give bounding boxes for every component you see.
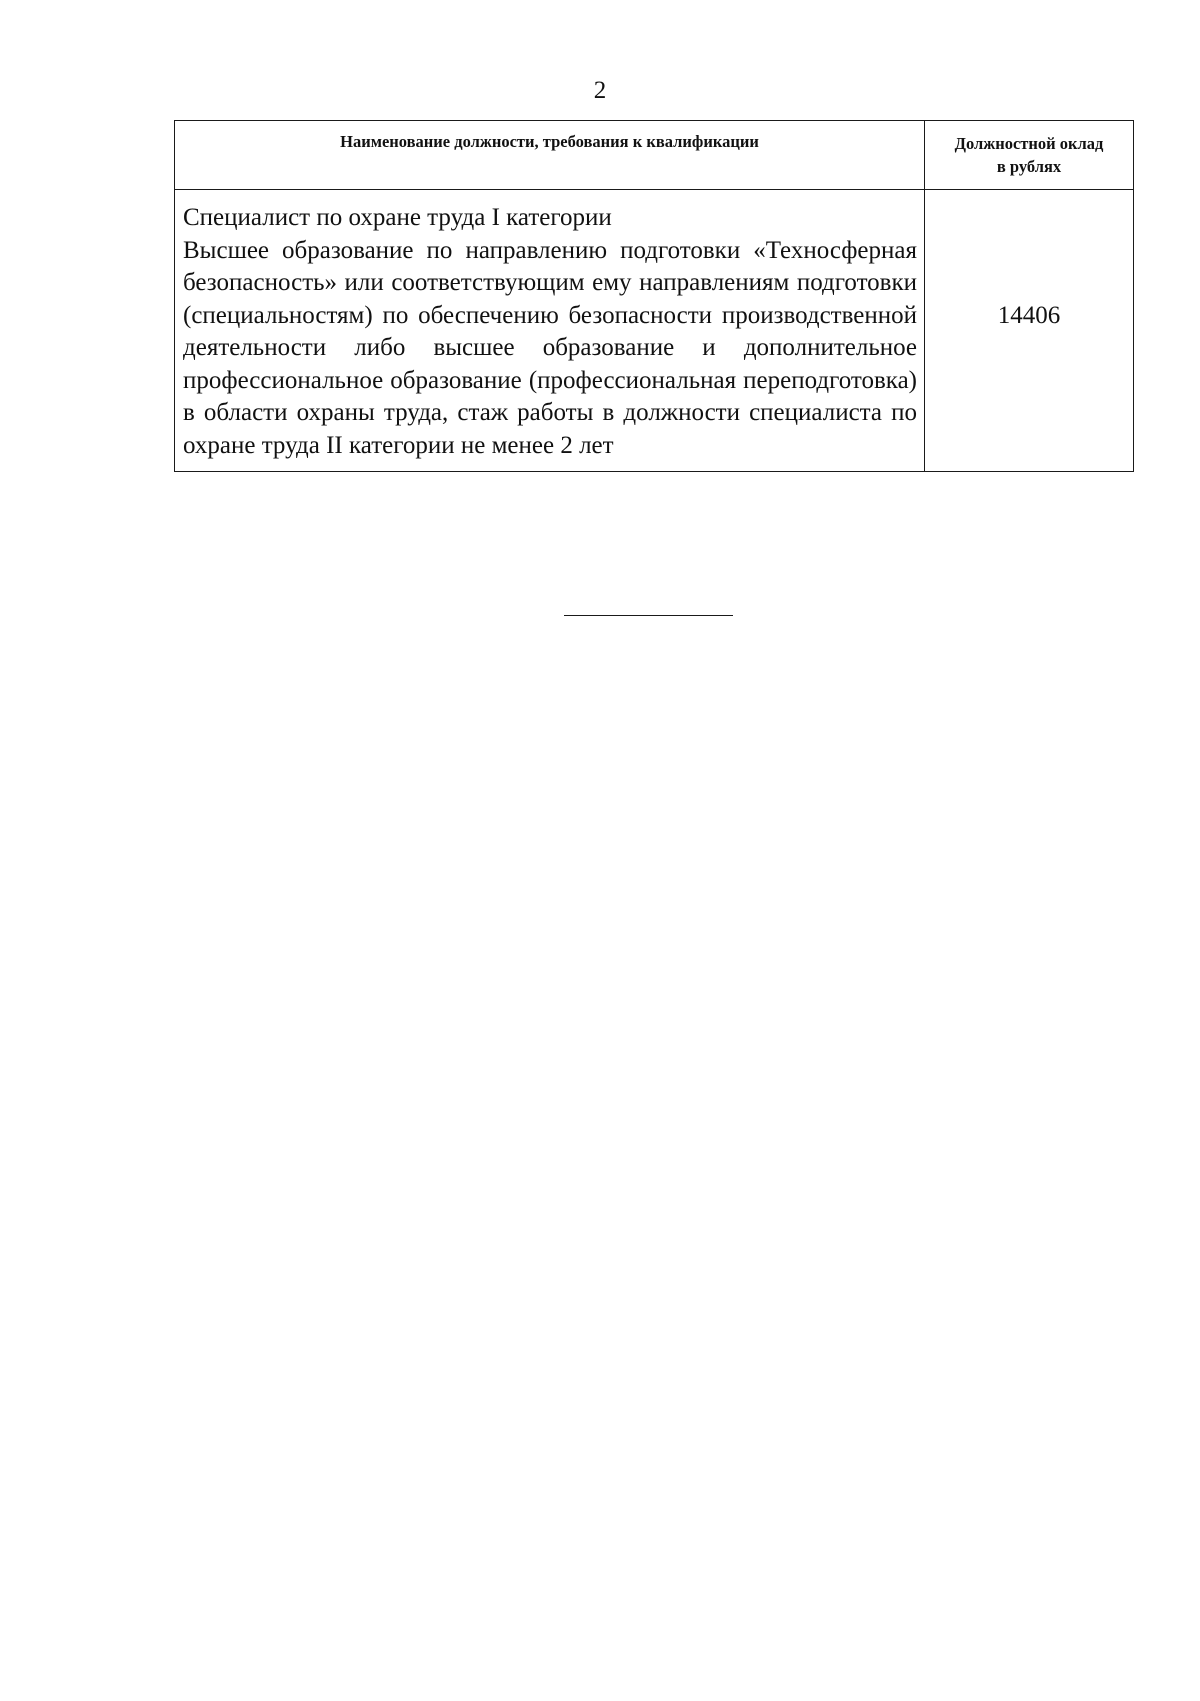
position-title: Специалист по охране труда I категории xyxy=(183,204,612,231)
page-number: 2 xyxy=(593,77,607,104)
header-position-name: Наименование должности, требования к квалификации xyxy=(175,121,925,190)
header-salary-line2: в рублях xyxy=(996,157,1062,176)
positions-table xyxy=(174,120,1134,472)
table-header-row xyxy=(175,121,1134,190)
end-divider xyxy=(564,615,733,616)
table-row xyxy=(175,190,1134,472)
position-cell xyxy=(175,190,925,472)
salary-cell xyxy=(925,190,1134,472)
qualification-requirements: Высшее образование по направлению подготовки «Техносферная безопасность» или соответствующим ему направлениям подготовки (специальностям) по обеспечению безопасности производственной деятельности либо высшее образование и дополнительное профессиональное образование (профессиональная переподготовка) в области охраны труда, стаж работы в должности специалиста по охране труда II категории не менее 2 лет xyxy=(183,236,917,459)
salary-value: 14406 xyxy=(997,302,1061,329)
header-salary-line1: Должностной оклад xyxy=(954,134,1104,153)
header-salary xyxy=(925,121,1134,190)
